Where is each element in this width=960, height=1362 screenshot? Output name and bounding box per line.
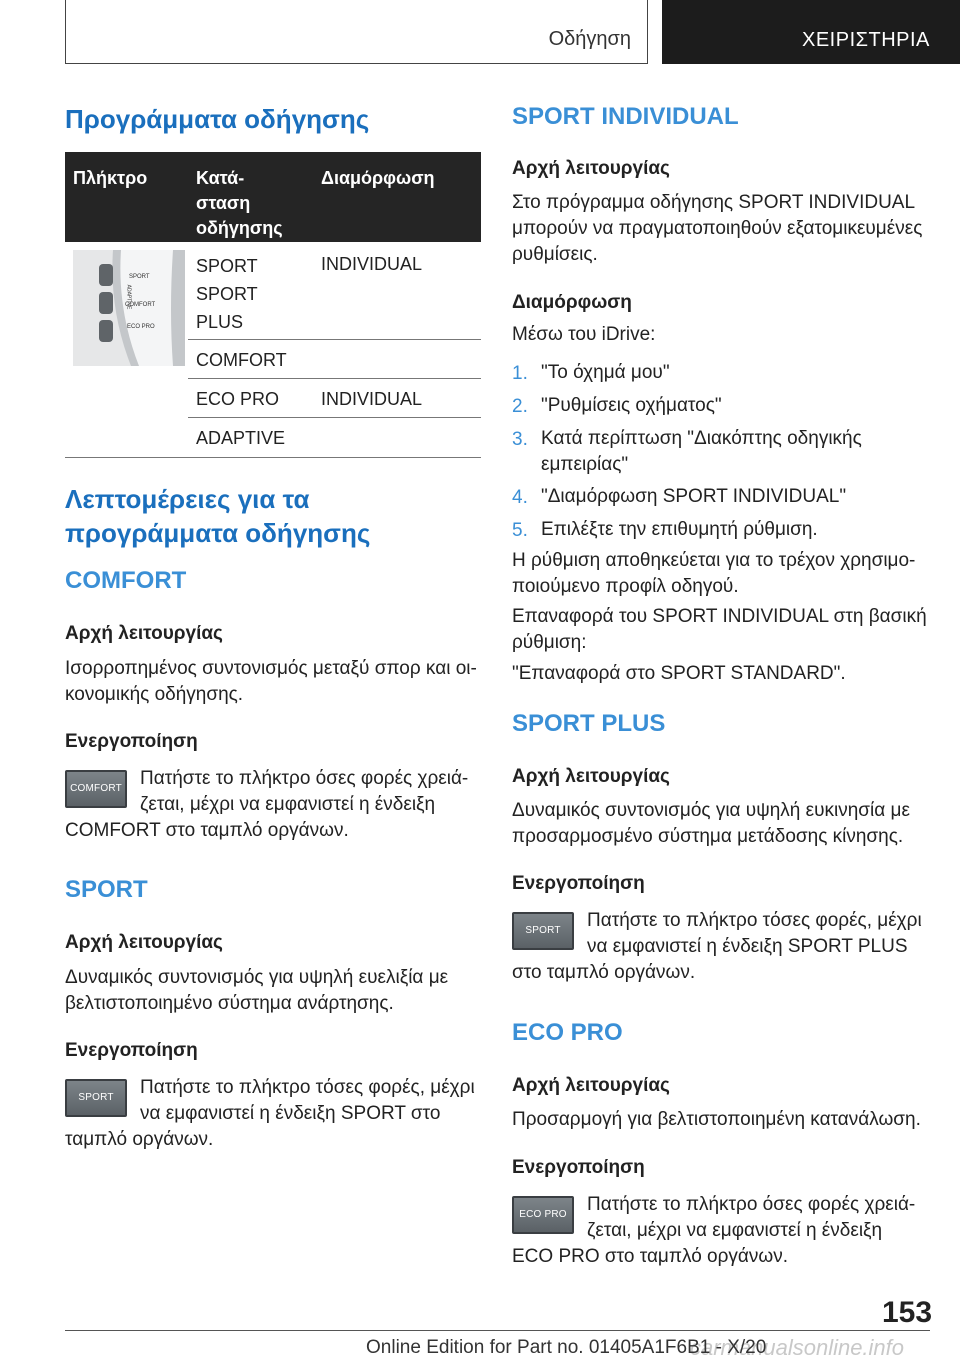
sportplus-principle-label: Αρχή λειτουργίας: [512, 766, 670, 787]
table-row-mode: COMFORT: [196, 350, 287, 370]
comfort-heading: COMFORT: [65, 567, 187, 594]
list-item-number: 1.: [512, 363, 528, 384]
photo-label-comfort: COMFORT: [125, 302, 156, 308]
list-item-number: 5.: [512, 520, 528, 541]
list-item: "Το όχημά μου": [541, 362, 670, 383]
individual-heading: SPORT INDIVIDUAL: [512, 103, 739, 130]
ecopro-activation-text: Πατήστε το πλήκτρο όσες φορές χρειά- ζεται, μέχρι να εμφανιστεί η ένδειξη: [587, 1194, 916, 1241]
sportplus-button-icon: SPORT: [512, 912, 574, 950]
list-item-number: 4.: [512, 487, 528, 508]
list-item-number: 2.: [512, 396, 528, 417]
table-row-mode: SPORT SPORT PLUS: [196, 256, 258, 332]
individual-note: Η ρύθμιση αποθηκεύεται για το τρέχον χρησιμο- ποιούμενο προφίλ οδηγού.: [512, 550, 916, 597]
table-header-mode: Κατά- σταση οδήγησης: [196, 168, 283, 238]
sport-principle-label: Αρχή λειτουργίας: [65, 932, 223, 953]
table-header: [65, 152, 481, 242]
individual-principle-label: Αρχή λειτουργίας: [512, 158, 670, 179]
ecopro-principle-label: Αρχή λειτουργίας: [512, 1075, 670, 1096]
table-row-mode: ADAPTIVE: [196, 428, 286, 448]
comfort-principle-label: Αρχή λειτουργίας: [65, 623, 223, 644]
page-title: Προγράμματα οδήγησης: [65, 104, 370, 134]
comfort-activation-label: Ενεργοποίηση: [65, 731, 198, 752]
header-section-label: Οδήγηση: [548, 28, 631, 50]
watermark: carmanualsonline.info: [690, 1335, 905, 1360]
table-header-key: Πλήκτρο: [73, 168, 148, 188]
table-header-config: Διαμόρφωση: [321, 168, 435, 188]
photo-label-ecopro: ECO PRO: [127, 324, 155, 330]
sportplus-heading: SPORT PLUS: [512, 710, 666, 737]
individual-reset: Επαναφορά του SPORT INDIVIDUAL στη βασική ρύθμιση:: [512, 606, 927, 653]
page-number: 153: [882, 1296, 933, 1329]
individual-config-label: Διαμόρφωση: [512, 292, 632, 313]
table-row-divider: [188, 417, 481, 418]
sportplus-principle-text: Δυναμικός συντονισμός για υψηλή ευκινησία με προσαρμοσμένο σύστημα μετάδοσης κίνησης.: [512, 800, 910, 847]
ecopro-activation-label: Ενεργοποίηση: [512, 1157, 645, 1178]
table-row-config: INDIVIDUAL: [321, 389, 423, 409]
comfort-button-icon: COMFORT: [65, 770, 127, 808]
comfort-activation-text-cont: COMFORT στο ταμπλό οργάνων.: [65, 820, 349, 841]
sport-activation-text-cont: ταμπλό οργάνων.: [65, 1129, 214, 1150]
driving-experience-switch-image: [73, 250, 185, 366]
list-item: Κατά περίπτωση "Διακόπτης οδηγικής εμπειρίας": [541, 428, 862, 475]
table-row-mode: ECO PRO: [196, 389, 280, 409]
list-item-number: 3.: [512, 429, 528, 450]
sport-activation-text: Πατήστε το πλήκτρο τόσες φορές, μέχρι να εμφανιστεί η ένδειξη SPORT στο: [140, 1077, 475, 1124]
footer-rule: [65, 1330, 930, 1331]
sportplus-activation-label: Ενεργοποίηση: [512, 873, 645, 894]
header-chapter-tab: [662, 0, 960, 64]
details-title: Λεπτομέρειες για τα προγράμματα οδήγησης: [65, 484, 371, 548]
list-item: Επιλέξτε την επιθυμητή ρύθμιση.: [541, 519, 818, 540]
sportplus-activation-text: Πατήστε το πλήκτρο τόσες φορές, μέχρι να εμφανιστεί η ένδειξη SPORT PLUS: [587, 910, 922, 957]
ecopro-heading: ECO PRO: [512, 1019, 623, 1046]
list-item: "Διαμόρφωση SPORT INDIVIDUAL": [541, 486, 847, 507]
sport-activation-label: Ενεργοποίηση: [65, 1040, 198, 1061]
list-item: "Ρυθμίσεις οχήματος": [541, 395, 722, 416]
header-chapter-label: ΧΕΙΡΙΣΤΗΡΙΑ: [802, 29, 930, 51]
sport-heading: SPORT: [65, 876, 148, 903]
sportplus-activation-text-cont: στο ταμπλό οργάνων.: [512, 962, 696, 983]
photo-label-adaptive: ADAPTIVE: [125, 284, 132, 310]
individual-reset-action: "Επαναφορά στο SPORT STANDARD".: [512, 663, 846, 684]
photo-label-sport: SPORT: [129, 274, 150, 280]
table-bottom-rule: [65, 457, 481, 458]
table-row-divider: [188, 378, 481, 379]
header-section-tab: [65, 0, 648, 64]
ecopro-principle-text: Προσαρμογή για βελτιστοποιημένη κατανάλωση.: [512, 1109, 921, 1130]
table-row-config: INDIVIDUAL: [321, 254, 423, 274]
sport-principle-text: Δυναμικός συντονισμός για υψηλή ευελιξία με βελτιστοποιημένο σύστημα ανάρτησης.: [65, 967, 449, 1014]
comfort-principle-text: Ισορροπημένος συντονισμός μεταξύ σπορ και οι- κονομικής οδήγησης.: [65, 658, 477, 705]
footer-edition: Online Edition for Part no. 01405A1F6B1 - X/20: [366, 1337, 767, 1358]
individual-principle-text: Στο πρόγραμμα οδήγησης SPORT INDIVIDUAL μπορούν να πραγματοποιηθούν εξατομικευμένες ρυθμίσεις.: [512, 192, 923, 265]
ecopro-activation-text-cont: ECO PRO στο ταμπλό οργάνων.: [512, 1246, 789, 1267]
table-row-divider: [188, 339, 481, 340]
individual-via: Μέσω του iDrive:: [512, 324, 656, 345]
sport-button-icon: SPORT: [65, 1079, 127, 1117]
comfort-activation-text: Πατήστε το πλήκτρο όσες φορές χρειά- ζεται, μέχρι να εμφανιστεί η ένδειξη: [140, 768, 469, 815]
ecopro-button-icon: ECO PRO: [512, 1196, 574, 1234]
